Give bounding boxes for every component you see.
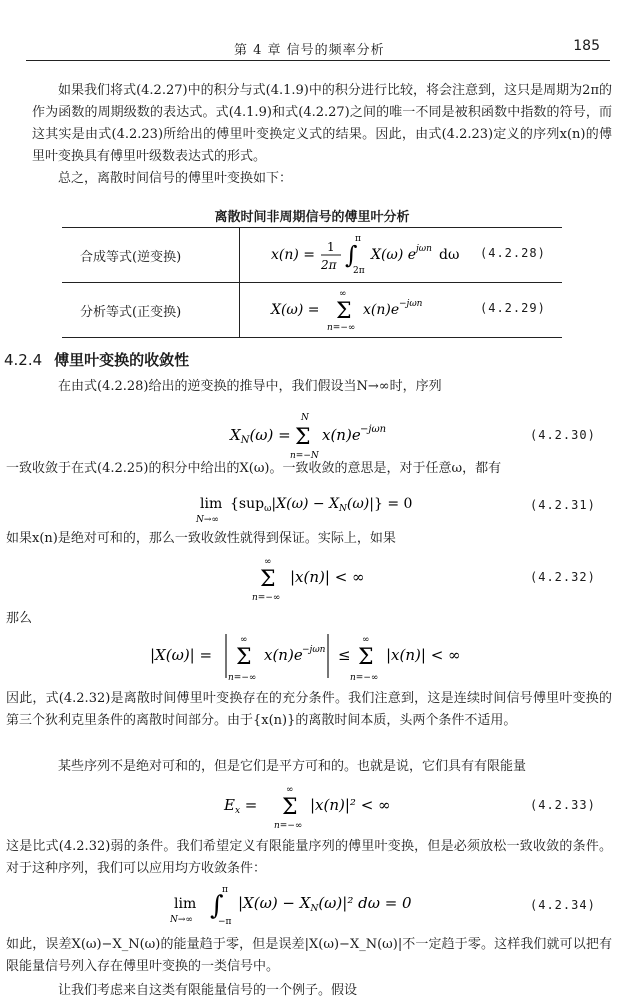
svg-text:|X(ω) − XN(ω)|² dω = 0: $|X(\omega) - X_N(\omega)|^2$ dω = 0 — [238, 894, 412, 914]
inequality-equation — [150, 628, 490, 684]
paragraph-3: 在由式(4.2.28)给出的逆变换的推导中，我们假设当N→∞时，序列 — [58, 379, 442, 394]
svg-text:jωn: jωn — [416, 244, 432, 254]
svg-text:X(ω) e: X(ω) e — [371, 247, 417, 263]
svg-text:∞: ∞ — [240, 635, 248, 645]
svg-text:−jωn: −jωn — [302, 645, 326, 655]
svg-text:|x(n)| < ∞: |x(n)| < ∞ — [386, 646, 461, 664]
svg-text:Σ: Σ — [336, 299, 352, 324]
svg-text:x(n)e: x(n)e — [363, 302, 400, 318]
row-equation — [240, 228, 563, 283]
svg-text:∫: ∫ — [345, 241, 358, 269]
equation-4-2-33 — [220, 780, 420, 832]
svg-text:x(n)e: x(n)e — [264, 646, 303, 664]
svg-text:x(n)e: x(n)e — [322, 426, 361, 444]
svg-text:Σ: Σ — [358, 645, 374, 670]
svg-text:XN(ω) =: $X_N(\omega)$ = — [230, 426, 291, 446]
svg-text:Σ: Σ — [282, 795, 298, 820]
svg-text:∞: ∞ — [339, 289, 347, 299]
equation-4-2-32 — [250, 554, 410, 604]
svg-text:N→∞: N→∞ — [196, 515, 219, 525]
svg-text:lim: lim — [174, 896, 197, 912]
svg-text:x(n) =: x(n) = — [271, 247, 316, 263]
svg-text:|X(ω)| =: |X(ω)| = — [150, 646, 213, 664]
svg-text:π: π — [355, 234, 361, 244]
section-heading — [4, 349, 189, 370]
svg-text:n=−∞: n=−∞ — [228, 673, 257, 683]
table-row — [62, 283, 562, 338]
svg-text:N: N — [301, 413, 309, 423]
svg-text:−π: −π — [218, 917, 232, 927]
paragraph-10: 如此，误差X(ω)−X_N(ω)的能量趋于零，但是误差|X(ω)−X_N(ω)|不一定趋于零。这样我们就可以把有限能量信号列入存在傅里叶变换的一类信号中。 — [6, 937, 612, 974]
paragraph-5: 如果x(n)是绝对可和的，那么一致收敛性就得到保证。实际上，如果 — [6, 531, 396, 546]
row-label: 合成等式(逆变换) — [62, 228, 240, 283]
svg-text:−jωn: −jωn — [399, 299, 423, 309]
svg-text:Σ: Σ — [295, 425, 311, 450]
svg-text:lim: lim — [200, 496, 223, 512]
page-number: 185 — [573, 38, 600, 54]
svg-text:|x(n)| < ∞: |x(n)| < ∞ — [290, 568, 365, 586]
paragraph-11: 让我们考虑来自这类有限能量信号的一个例子。假设 — [58, 983, 358, 998]
svg-text:∞: ∞ — [362, 635, 370, 645]
equation-number: (4.2.33) — [530, 798, 596, 812]
svg-text:∞: ∞ — [264, 557, 272, 567]
svg-text:Σ: Σ — [260, 567, 276, 592]
equation-number: (4.2.30) — [530, 428, 596, 442]
paragraph-9: 这是比式(4.2.32)弱的条件。我们希望定义有限能量序列的傅里叶变换，但是必须放松一致收敛的条件。对于这种序列，我们可以应用均方收敛条件： — [6, 839, 612, 876]
svg-text:≤: ≤ — [338, 646, 351, 664]
svg-text:∞: ∞ — [286, 785, 294, 795]
paragraph-6: 那么 — [6, 611, 33, 626]
chapter-title: 第 4 章 信号的频率分析 — [234, 43, 385, 58]
svg-text:N→∞: N→∞ — [170, 915, 193, 925]
section-title: 傅里叶变换的收敛性 — [54, 351, 190, 369]
fourier-table — [62, 227, 562, 338]
svg-text:n=−∞: n=−∞ — [252, 593, 281, 603]
table-title: 离散时间非周期信号的傅里叶分析 — [214, 210, 410, 225]
equation-number: (4.2.32) — [530, 570, 596, 584]
paragraph-7: 因此，式(4.2.32)是离散时间傅里叶变换存在的充分条件。我们注意到，这是连续时间信号傅里叶变换的第三个狄利克里条件的离散时间部分。由于{x(n)}的离散时间本质，头两个条件不适用。 — [6, 691, 612, 728]
svg-text:X(ω) =: X(ω) = — [271, 302, 320, 318]
equation-4-2-30 — [200, 410, 460, 460]
svg-text:n=−∞: n=−∞ — [274, 821, 303, 831]
svg-text:n=−∞: n=−∞ — [327, 323, 356, 332]
svg-text:1: 1 — [327, 240, 335, 254]
section-number: 4.2.4 — [4, 351, 43, 369]
page-header — [26, 30, 610, 61]
row-label: 分析等式(正变换) — [62, 283, 240, 338]
svg-text:Ex =: $E_x$ = — [224, 796, 258, 816]
table-row — [62, 228, 562, 283]
equation-number: (4.2.31) — [530, 498, 596, 512]
equation-number: (4.2.29) — [480, 301, 546, 315]
svg-text:{supω|X(ω) − XN(ω)|} = 0: $\{sup_\omega|X(\omega) - X_N(\omega)|\} = 0$ — [230, 496, 413, 514]
row-equation — [240, 283, 563, 338]
svg-text:2π: 2π — [321, 258, 337, 272]
svg-text:Σ: Σ — [236, 645, 252, 670]
equation-number: (4.2.34) — [530, 898, 596, 912]
equation-number: (4.2.28) — [480, 246, 546, 260]
paragraph-8: 某些序列不是绝对可和的，但是它们是平方可和的。也就是说，它们具有有限能量 — [58, 759, 527, 774]
svg-text:∫: ∫ — [210, 891, 224, 921]
paragraph-4: 一致收敛于在式(4.2.25)的积分中给出的X(ω)。一致收敛的意思是，对于任意ω，都有 — [6, 461, 502, 476]
svg-text:n=−N: n=−N — [290, 451, 319, 460]
svg-text:n=−∞: n=−∞ — [350, 673, 379, 683]
svg-text:2π: 2π — [353, 266, 365, 276]
paragraph-1: 如果我们将式(4.2.27)中的积分与式(4.1.9)中的积分进行比较，将会注意到，这只是周期为2π的作为函数的周期级数的表达式。式(4.1.9)和式(4.2.27)之间的唯一不同是被积函数中指数的符号，而这其实是由式(4.2.23)所给出的傅里叶变换定义式的结果。因此，由式(4.2.23)定义的序列x(n)的傅里叶变换具有傅里叶级数表达式的形式。 — [32, 83, 612, 164]
svg-text:|x(n)|² < ∞: |x(n)|² < ∞ — [310, 796, 391, 814]
svg-text:π: π — [222, 885, 228, 895]
paragraph-2: 总之，离散时间信号的傅里叶变换如下： — [58, 171, 293, 186]
equation-4-2-34 — [170, 882, 470, 930]
equation-4-2-31 — [190, 486, 450, 526]
svg-text:dω: dω — [439, 247, 460, 263]
svg-text:−jωn: −jωn — [360, 424, 387, 435]
